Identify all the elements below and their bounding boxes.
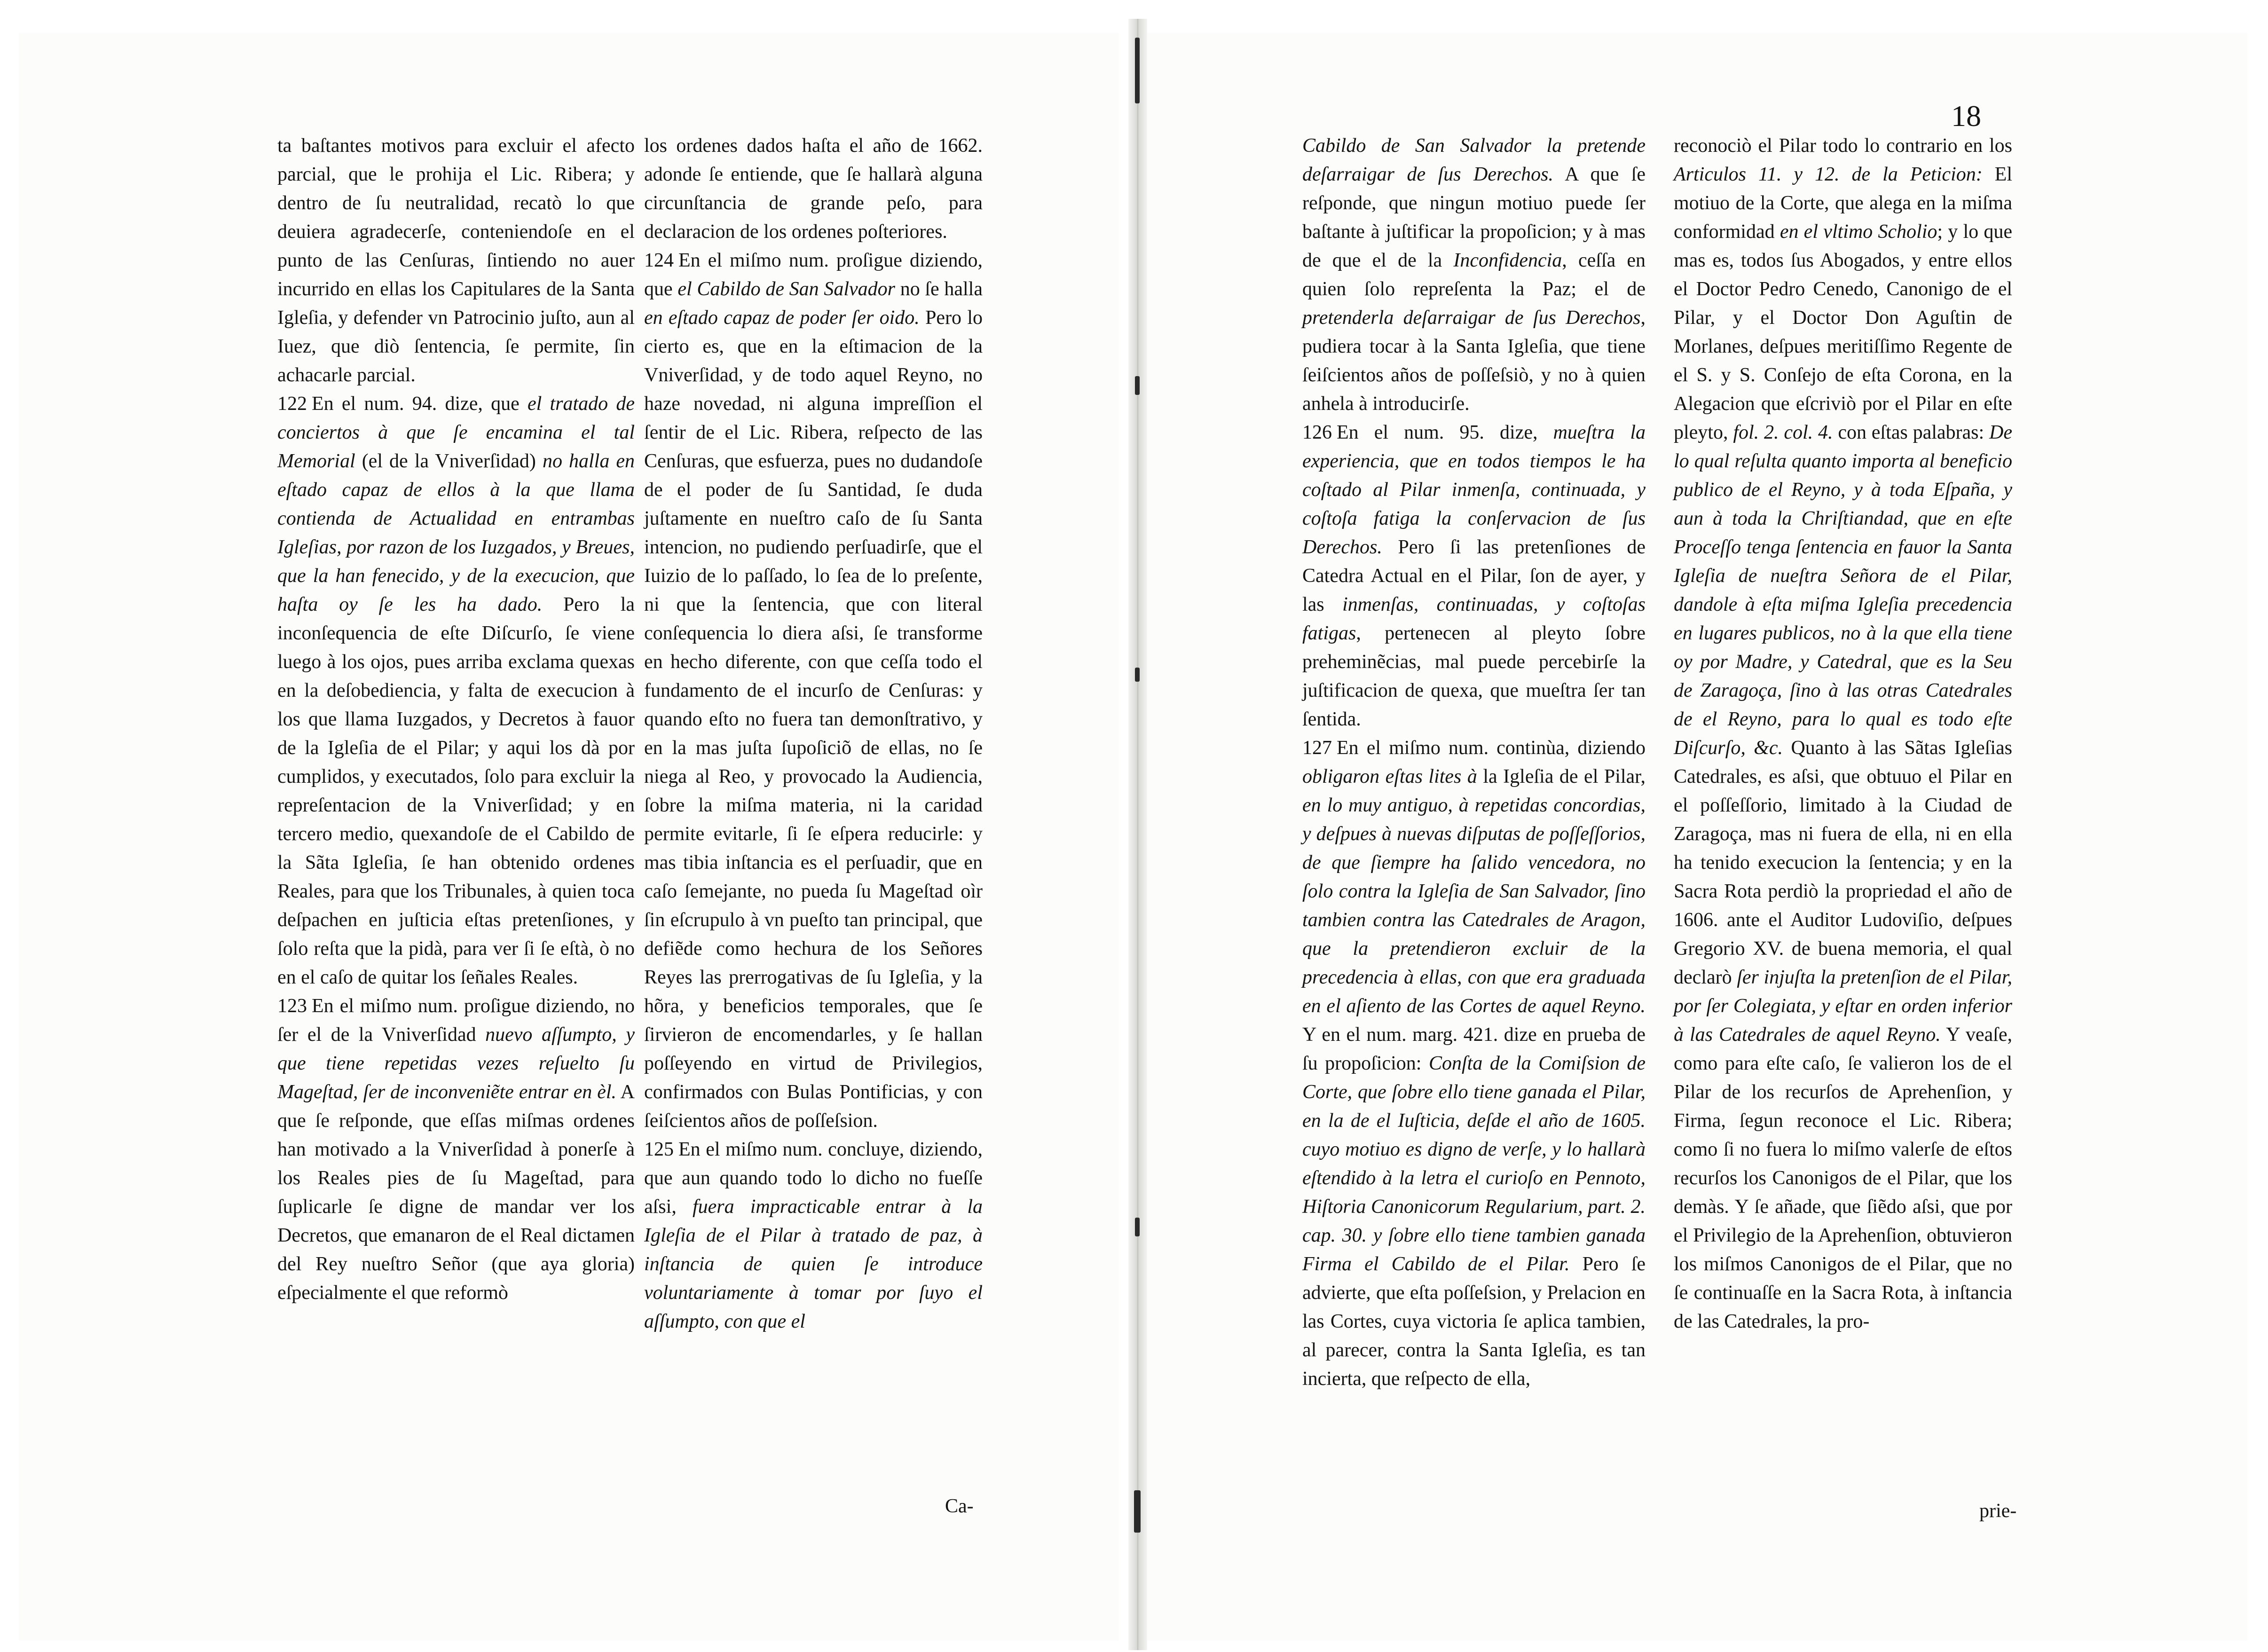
paragraph-123 [277,992,635,1307]
paragraph-text: En el miſmo num. continùa, diziendo obligaron eſtas lites à la Igleſia de el Pilar, en lo muy antiguo, à repetidas concordias, y deſpues à nuevas diſputas de poſſeſſorios, de que ſiempre ha ſalido vencedora, no ſolo contra la Igleſia de San Salvador, ſino tambien contra las Catedrales de Aragon, que la pretendieron excluir de la precedencia à ellas, con que era graduada en el aſiento de las Cortes de aquel Reyno. Y en el num. marg. 421. dize en prueba de ſu propoſicion: Conſta de la Comiſsion de Corte, que ſobre ello tiene ganada el Pilar, en la de el Iuſticia, deſde el año de 1605. cuyo motiuo es digno de verſe, y lo hallarà eſtendido à la letra el curioſo en Pennoto, Hiſtoria Canonicorum Regularium, part. 2. cap. 30. y ſobre ello tiene tambien ganada Firma el Cabildo de el Pilar. Pero ſe advierte, que eſta poſſeſsion, y Prelacion en las Cortes, cuya victoria ſe aplica tambien, al parecer, contra la Santa Igleſia, es tan incierta, que reſpecto de ella, [1302,737,1646,1390]
paragraph-cont-3 [1302,132,1646,418]
paragraph-text: los ordenes dados haſta el año de 1662. adonde ſe entiende, que ſe hallarà alguna circunſtancia de grande peſo, para declaracion de los ordenes poſteriores. [644,135,983,243]
paragraph-124 [644,246,983,1135]
text-column-3 [1302,132,1646,1393]
paragraph-cont-2 [644,132,983,246]
paragraph-cont-4 [1674,132,2012,1336]
paragraph-number: 122 [277,393,307,415]
text-column-2 [644,132,983,1336]
paragraph-text: reconociò el Pilar todo lo contrario en los Articulos 11. y 12. de la Peticion: El motiuo de la Corte, que alega en la miſma conformidad en el vltimo Scholio; y lo que mas es, todos ſus Abogados, y entre ellos el Doctor Pedro Cenedo, Canonigo de el Pilar, y el Doctor Don Aguſtin de Morlanes, deſpues meritiſſimo Regente de el S. y S. Conſejo de eſta Corona, en la Alegacion que eſcriviò por el Pilar en eſte pleyto, fol. 2. col. 4. con eſtas palabras: De lo qual reſulta quanto importa al beneficio publico de el Reyno, y à toda Eſpaña, y aun à toda la Chriſtiandad, que en eſte Proceſſo tenga ſentencia en fauor la Santa Igleſia de nueſtra Señora de el Pilar, dandole à eſta miſma Igleſia precedencia en lugares publicos, no à la que ella tiene oy por Madre, y Catedral, que es la Seu de Zaragoça, ſino à las otras Catedrales de el Reyno, para lo qual es todo eſte Diſcurſo, &c. Quanto à las Sãtas Igleſias Catedrales, es aſsi, que obtuuo el Pilar en el poſſeſſorio, limitado à la Ciudad de Zaragoça, mas ni fuera de ella, ni en ella ha tenido execucion la ſentencia; y en la Sacra Rota perdiò la propriedad el año de 1606. ante el Auditor Ludoviſio, deſpues Gregorio XV. de buena memoria, el qual declarò ſer injuſta la pretenſion de el Pilar, por ſer Colegiata, y eſtar en orden inferior à las Catedrales de aquel Reyno. Y veaſe, como para eſte caſo, ſe valieron los de el Pilar de los recurſos de Aprehenſion, y Firma, ſegun reconoce el Lic. Ribera; como ſi no fuera lo miſmo valerſe de eſtos recurſos los Canonigos de el Pilar, que los demàs. Y ſe añade, que ſiẽdo aſsi, que por el Privilegio de la Aprehenſion, obtuvieron los miſmos Canonigos de el Pilar, que no ſe continuaſſe en la Sacra Rota, à inſtancia de las Catedrales, la pro- [1674,135,2013,1332]
paragraph-127 [1302,734,1646,1393]
paragraph-text: ta baſtantes motivos para excluir el afecto parcial, que le prohija el Lic. Ribera; y dentro de ſu neutralidad, recatò lo que deuiera agradecerſe, conteniendoſe en el punto de las Cenſuras, ſintiendo no auer incurrido en ellas los Capitulares de la Santa Igleſia, y defender vn Patrocinio juſto, aun al Iuez, que diò ſentencia, ſe permite, ſin achacarle parcial. [277,135,635,386]
paragraph-number: 123 [277,995,307,1017]
book-gutter [1128,19,1147,1650]
paragraph-text: En el miſmo num. proſigue diziendo, que el Cabildo de San Salvador no ſe halla en eſtado capaz de poder ſer oido. Pero lo cierto es, que en la eſtimacion de la Vniverſidad, y de todo aquel Reyno, no haze novedad, ni alguna impreſſion el ſentir de el Lic. Ribera, reſpecto de las Cenſuras, que esfuerza, pues no dudandoſe de el poder de ſu Santidad, ſe duda juſtamente en nueſtro caſo de ſu Santa intencion, no pudiendo perſuadirſe, que el Iuizio de lo paſſado, lo ſea de lo preſente, ni que la ſentencia, que con literal conſequencia lo diera aſsi, ſe transforme en hecho diferente, con que ceſſa todo el fundamento de el incurſo de Cenſuras: y quando eſto no fuera tan demonſtrativo, y en la mas juſta ſupoſiciõ de ellas, no ſe niega al Reo, y provocado la Audiencia, ſobre la miſma materia, ni la caridad permite evitarle, ſi ſe eſpera reducirle: y mas tibia inſtancia es el perſuadir, que en caſo ſemejante, no pueda ſu Mageſtad oìr ſin eſcrupulo à vn pueſto tan principal, que defiẽde como hechura de los Señores Reyes las prerrogativas de ſu Igleſia, y la hõra, y beneficios temporales, que ſe ſirvieron de encomendarles, y ſe hallan poſſeyendo en virtud de Privilegios, confirmados con Bulas Pontificias, y con ſeiſcientos años de poſſeſsion. [644,250,983,1132]
catchword-left: Ca- [945,1495,974,1517]
paragraph-number: 127 [1302,737,1332,759]
paragraph-cont-1 [277,132,635,390]
text-column-4 [1674,132,2012,1336]
text-column-1 [277,132,635,1307]
paragraph-122 [277,390,635,992]
paragraph-text: En el num. 94. dize, que el tratado de conciertos à que ſe encamina el tal Memorial (el de la Vniverſidad) no halla en eſtado capaz de ellos à la que llama contienda de Actualidad en entrambas Igleſias, por razon de los Iuzgados, y Breues, que la han fenecido, y de la execucion, que haſta oy ſe les ha dado. Pero la inconſequencia de eſte Diſcurſo, ſe viene luego à los ojos, pues arriba exclama quexas en la deſobediencia, y falta de execucion à los que llama Iuzgados, y Decretos à fauor de la Igleſia de el Pilar; y aqui los dà por cumplidos, y executados, ſolo para excluir la repreſentacion de la Vniverſidad; y en tercero medio, quexandoſe de el Cabildo de la Sãta Igleſia, ſe han obtenido ordenes Reales, para que los Tribunales, à quien toca deſpachen en juſticia eſtas pretenſiones, y ſolo reſta que la pidà, para ver ſi ſe eſtà, ò no en el caſo de quitar los ſeñales Reales. [277,393,635,988]
catchword-right: prie- [1979,1500,2017,1522]
paragraph-text: En el miſmo num. concluye, diziendo, que aun quando todo lo dicho no fueſſe aſsi, fuera impracticable entrar à la Igleſia de el Pilar à tratado de paz, à inſtancia de quien ſe introduce voluntariamente à tomar por ſuyo el aſſumpto, con que el [644,1139,983,1332]
paragraph-126 [1302,418,1646,734]
paragraph-text: En el num. 95. dize, mueſtra la experiencia, que en todos tiempos le ha coſtado al Pilar inmenſa, continuada, y coſtoſa fatiga la conſervacion de ſus Derechos. Pero ſi las pretenſiones de Catedra Actual en el Pilar, ſon de ayer, y las inmenſas, continuadas, y coſtoſas fatigas, pertenecen al pleyto ſobre preheminẽcias, mal puede percebirſe la juſtificacion de quexa, que mueſtra ſer tan ſentida. [1302,422,1646,730]
page-number: 18 [1951,99,1981,133]
paragraph-number: 124 [644,250,674,271]
paragraph-number: 126 [1302,422,1332,443]
paragraph-125 [644,1135,983,1336]
paragraph-number: 125 [644,1139,674,1160]
paragraph-text: Cabildo de San Salvador la pretende deſarraigar de ſus Derechos. A que ſe reſponde, que ningun motiuo puede ſer baſtante à juſtificar la propoſicion; y à mas de que el de la Inconfidencia, ceſſa en quien ſolo repreſenta la Paz; el de pretenderla deſarraigar de ſus Derechos, pudiera tocar à la Santa Igleſia, que tiene ſeiſcientos años de poſſeſsiò, y no à quien anhela à introducirſe. [1302,135,1646,415]
paragraph-text: En el miſmo num. proſigue diziendo, no ſer el de la Vniverſidad nuevo aſſumpto, y que tiene repetidas vezes reſuelto ſu Mageſtad, ſer de inconveniẽte entrar en èl. A que ſe reſponde, que eſſas miſmas ordenes han motivado a la Vniverſidad à ponerſe à los Reales pies de ſu Mageſtad, para ſuplicarle ſe digne de mandar ver los Decretos, que emanaron de el Real dictamen del Rey nueſtro Señor (que aya gloria) eſpecialmente el que reformò [277,995,635,1304]
